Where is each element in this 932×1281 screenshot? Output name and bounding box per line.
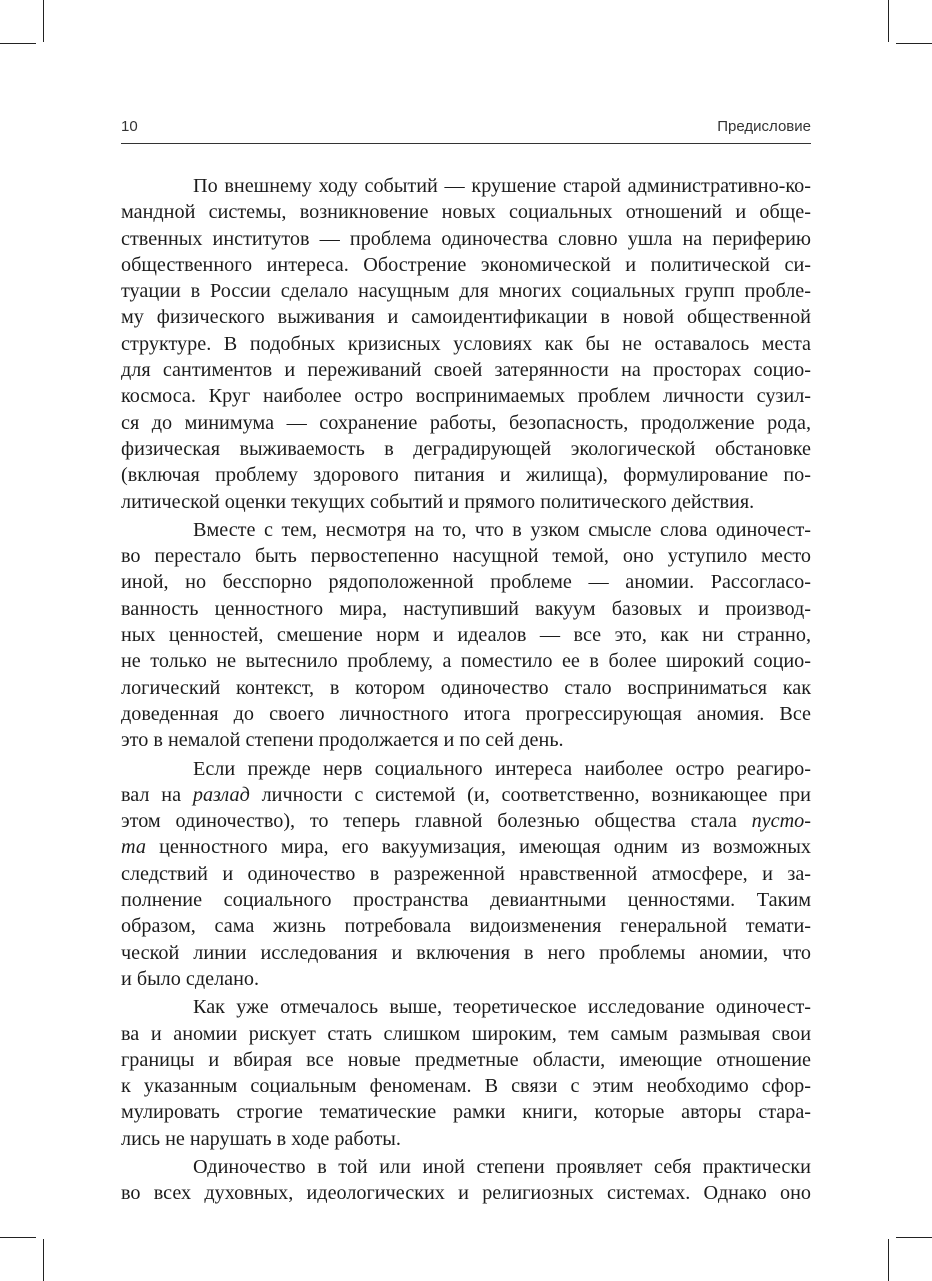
paragraph xyxy=(121,994,811,1152)
text-line: туации в России сделало насущным для многих социальных групп пробле- xyxy=(121,280,811,303)
text-line: логический контекст, в котором одиночество стало восприниматься как xyxy=(121,676,811,699)
text-line: во всех духовных, идеологических и религиозных системах. Однако оно xyxy=(121,1182,811,1205)
running-title: Предисловие xyxy=(717,118,811,135)
page-number: 10 xyxy=(121,118,138,135)
text-line: лись не нарушать в ходе работы. xyxy=(121,1127,401,1150)
text-line: мандной системы, возникновение новых социальных отношений и обще- xyxy=(121,201,811,224)
text-line: границы и вбирая все новые предметные области, имеющие отношение xyxy=(121,1048,811,1071)
crop-mark-top-left xyxy=(43,0,44,42)
text-line: По внешнему ходу событий — крушение старой административно-ко- xyxy=(193,175,811,197)
text-line: этом одиночество), то теперь главной болезнью общества стала пусто- xyxy=(121,810,811,833)
text-line: и было сделано. xyxy=(121,967,260,990)
text-line: (включая проблему здорового питания и жилища), формулирование по- xyxy=(121,464,811,487)
text-line: му физического выживания и самоидентификации в новой общественной xyxy=(121,306,811,329)
text-line: космоса. Круг наиболее остро воспринимаемых проблем личности сузил- xyxy=(121,385,811,408)
paragraph xyxy=(121,1154,811,1207)
text-line: та ценностного мира, его вакуумизация, имеющая одним из возможных xyxy=(121,836,811,859)
text-line: структуре. В подобных кризисных условиях как бы не оставалось места xyxy=(121,332,811,355)
text-line: вал на разлад личности с системой (и, соответственно, возникающее при xyxy=(121,783,811,806)
text-line: физическая выживаемость в деградирующей экологической обстановке xyxy=(121,437,811,460)
text-line: во перестало быть первостепенно насущной темой, оно уступило место xyxy=(121,545,811,568)
text-line: ческой линии исследования и включения в него проблемы аномии, что xyxy=(121,941,811,964)
text-line: не только не вытеснило проблему, а поместило ее в более широкий социо- xyxy=(121,650,811,673)
text-line: Как уже отмечалось выше, теоретическое исследование одиночест- xyxy=(193,996,811,1019)
header-rule xyxy=(121,143,811,144)
text-line: ственных институтов — проблема одиночества словно ушла на периферию xyxy=(121,227,811,250)
text-line: к указанным социальным феноменам. В связи с этим необходимо сфор- xyxy=(121,1075,811,1098)
text-line: ся до минимума — сохранение работы, безопасность, продолжение рода, xyxy=(121,411,811,434)
text-line: иной, но бесспорно рядоположенной проблеме — аномии. Рассогласо- xyxy=(121,571,811,594)
text-line: ных ценностей, смешение норм и идеалов — все это, как ни странно, xyxy=(121,624,811,647)
crop-mark-bottom-right xyxy=(888,1239,889,1281)
text-line: Вместе с тем, несмотря на то, что в узком смысле слова одиночест- xyxy=(193,518,811,541)
body-text xyxy=(121,173,811,1209)
text-line: образом, сама жизнь потребовала видоизменения генеральной темати- xyxy=(121,915,811,938)
crop-mark-top-right xyxy=(888,0,889,42)
paragraph xyxy=(121,173,811,515)
text-line: ва и аномии рискует стать слишком широким, тем самым размывая свои xyxy=(121,1022,811,1045)
text-line: мулировать строгие тематические рамки книги, которые авторы стара- xyxy=(121,1101,811,1124)
crop-mark-top-left-h xyxy=(0,43,36,44)
text-line: полнение социального пространства девиантными ценностями. Таким xyxy=(121,889,811,912)
crop-mark-bottom-left xyxy=(43,1239,44,1281)
text-line: для сантиментов и переживаний своей затерянности на просторах социо- xyxy=(121,359,811,382)
crop-mark-top-right-h xyxy=(896,43,932,44)
text-line: следствий и одиночество в разреженной нравственной атмосфере, и за- xyxy=(121,862,811,885)
text-line: ванность ценностного мира, наступивший вакуум базовых и производ- xyxy=(121,597,811,620)
paragraph xyxy=(121,756,811,993)
crop-mark-bottom-left-h xyxy=(0,1237,36,1238)
running-header xyxy=(121,118,811,140)
text-line: общественного интереса. Обострение экономической и политической си- xyxy=(121,253,811,276)
text-line: это в немалой степени продолжается и по сей день. xyxy=(121,729,564,752)
crop-mark-bottom-right-h xyxy=(896,1237,932,1238)
text-line: Одиночество в той или иной степени проявляет себя практически xyxy=(193,1155,811,1178)
text-line: доведенная до своего личностного итога прогрессирующая аномия. Все xyxy=(121,702,811,725)
text-line: литической оценки текущих событий и прямого политического действия. xyxy=(121,490,755,513)
paragraph xyxy=(121,517,811,754)
text-line: Если прежде нерв социального интереса наиболее остро реагиро- xyxy=(193,757,811,780)
